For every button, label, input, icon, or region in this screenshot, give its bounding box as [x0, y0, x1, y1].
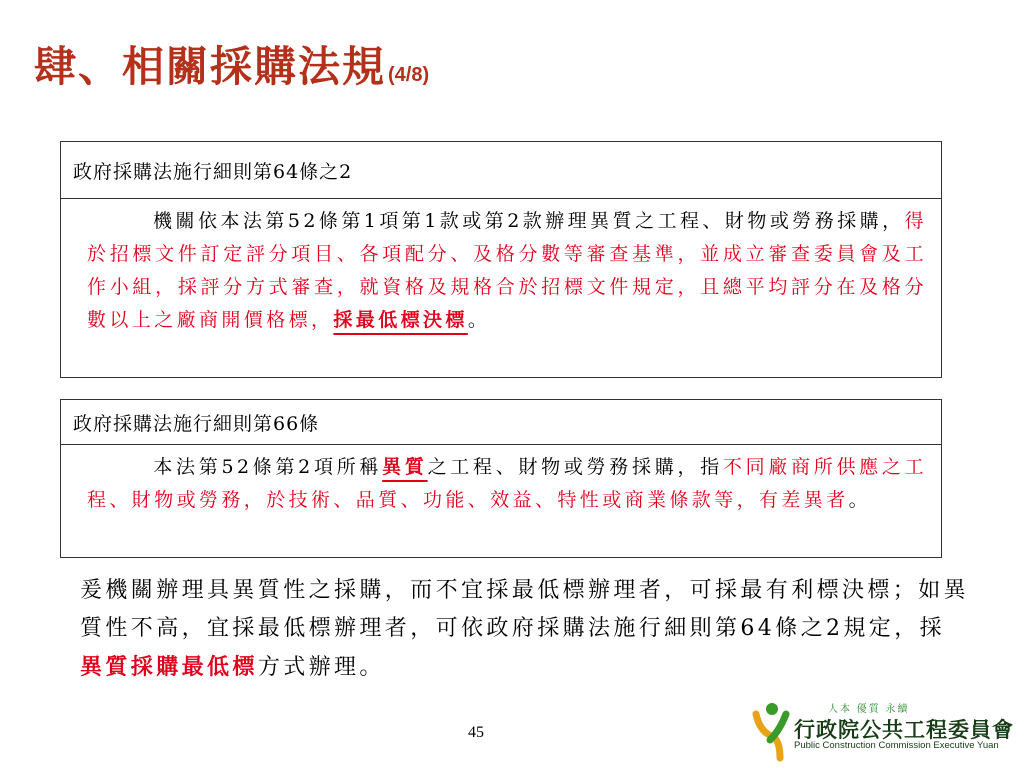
regulation-text-black: 本法第52條第2項所稱 — [153, 456, 383, 478]
logo-english: Public Construction Commission Executive Yuan — [794, 740, 999, 751]
summary-paragraph — [80, 572, 970, 687]
regulation-text-end: 。 — [848, 489, 872, 511]
regulation-text-end: 。 — [467, 309, 491, 331]
title-page-indicator: (4/8) — [388, 64, 430, 86]
regulation-body — [61, 199, 941, 377]
regulation-header: 政府採購法施行細則第66條 — [61, 400, 941, 445]
regulation-text-red: 不同廠商所供應之工程、財物或勞務，於技術、品質、功能、效益、特性或商業條款等，有差異者 — [87, 456, 927, 511]
page-number: 45 — [468, 724, 484, 741]
pcc-logo — [750, 700, 1020, 766]
regulation-text-emphasis: 採最低標決標 — [333, 309, 468, 331]
title-text: 肆、相關採購法規 — [34, 42, 387, 91]
summary-text-end: 方式辦理。 — [257, 655, 385, 680]
regulation-box-66 — [60, 399, 942, 558]
regulation-header: 政府採購法施行細則第64條之2 — [61, 142, 941, 199]
summary-emphasis: 異質採購最低標 — [80, 654, 258, 680]
slide-title — [34, 34, 429, 94]
pcc-emblem-icon — [750, 700, 794, 764]
regulation-text-red: 得於招標文件訂定評分項目、各項配分、及格分數等審查基準，並成立審查委員會及工作小組，採評分方式審查，就資格及規格合於招標文件規定，且總平均評分在及格分數以上之廠商開價格標， — [87, 210, 927, 331]
logo-name: 行政院公共工程委員會 — [794, 719, 1014, 742]
summary-text: 爰機關辦理具異質性之採購，而不宜採最低標辦理者，可採最有利標決標；如異質性不高，宜採最低標辦理者，可依政府採購法施行細則第64條之2規定，採 — [80, 578, 970, 641]
logo-slogan: 人本 優質 永續 — [828, 704, 910, 715]
regulation-text-black: 機關依本法第52條第1項第1款或第2款辦理異質之工程、財物或勞務採購， — [153, 210, 905, 232]
regulation-text-emphasis: 異質 — [382, 456, 428, 478]
regulation-text-black: 之工程、財物或勞務採購，指 — [427, 456, 723, 478]
regulation-box-64-2 — [60, 141, 942, 378]
regulation-body — [61, 445, 941, 557]
